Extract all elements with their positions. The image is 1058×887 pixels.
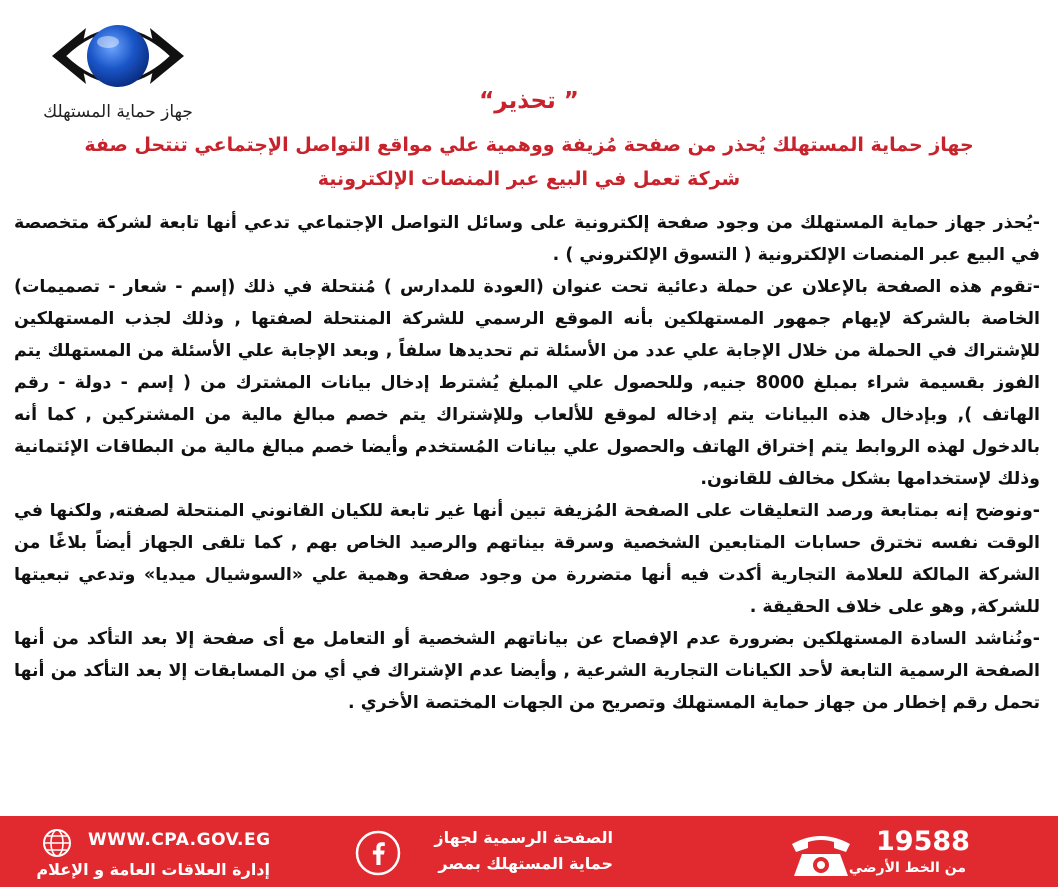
paragraph-4: -ونُناشد السادة المستهلكين بضرورة عدم الإفصاح عن بياناتهم الشخصية أو التعامل مع أى صفحة إلا بعد التأكد من أنها الصفحة الرسمية التابعة لأحد الكيانات التجارية الشرعية , وأيضا عدم الإشتراك في أي من المسابقات إلا بعد التأكد من أنها تحمل رقم إخطار من جهاز حماية المستهلك وتصريح من الجهات المختصة الأخري . [14, 629, 1040, 713]
telephone-icon [788, 830, 854, 880]
paragraph-3: -ونوضح إنه بمتابعة ورصد التعليقات على الصفحة المُزيفة تبين أنها غير تابعة للكيان القانوني المنتحلة لصفته, ولكنها في الوقت نفسه تخترق حسابات المتابعين الشخصية وسرقة بيناتهم والرصيد الخاص بهم , كما تلقى الجهاز أيضاً بلاغًا من الشركة المالكة للعلامة التجارية أكدت فيه أنها متضررة من وجود صفحة وهمية علي «السوشيال ميديا» وتدعي تبعيتها للشركة, وهو على خلاف الحقيقة . [14, 501, 1040, 617]
headline [22, 128, 1036, 196]
hotline-label: من الخط الأرضي [848, 860, 966, 876]
article-body [14, 207, 1040, 719]
warning-title: “تحذير ” [479, 88, 579, 114]
department-label: إدارة العلاقات العامة و الإعلام [36, 860, 270, 879]
paragraph-1: -يُحذر جهاز حماية المستهلك من وجود صفحة إلكترونية على وسائل التواصل الإجتماعي تدعي أنها تابعة لشركة متخصصة في البيع عبر المنصات الإلكترونية ( التسوق الإلكتروني ) . [14, 213, 1040, 265]
logo-text: جهاز حماية المستهلك [43, 102, 193, 122]
headline-line-2: شركة تعمل في البيع عبر المنصات الإلكترونية [317, 168, 741, 190]
facebook-line-2: حماية المستهلك بمصر [438, 854, 613, 873]
facebook-line-1: الصفحة الرسمية لجهاز [434, 828, 613, 847]
website-link[interactable]: WWW.CPA.GOV.EG [88, 830, 271, 850]
eye-logo-icon [50, 14, 186, 98]
paragraph-2: -تقوم هذه الصفحة بالإعلان عن حملة دعائية تحت عنوان (العودة للمدارس ) مُنتحلة في ذلك (إسم - شعار - تصميمات) الخاصة بالشركة لإيهام جمهور المستهلكين بأنه الموقع الرسمي للشركة المنتحلة لصفتها , وذلك لجذب المستهلكين للإشتراك في الحملة من خلال الإجابة علي عدد من الأسئلة تم تحديدها سلفاً , وبعد الإجابة علي الأسئلة من المستهلك يتم الفوز بقسيمة شراء بمبلغ 8000 جنيه, وللحصول علي المبلغ يُشترط إدخال بيانات المشترك من ( إسم - دولة - رقم الهاتف ), وبإدخال هذه البيانات يتم إدخاله لموقع للألعاب وللإشتراك يتم خصم مبالغ مالية من المشتركين , كما أنه بالدخول لهذه الروابط يتم إختراق الهاتف والحصول علي بيانات المُستخدم وأيضا خصم مبالغ مالية من البطاقات الإئتمانية وذلك لإستخدامها بشكل مخالف للقانون. [14, 277, 1040, 489]
hotline-number[interactable]: 19588 [876, 826, 970, 857]
globe-icon [42, 828, 72, 858]
facebook-icon[interactable] [355, 830, 401, 876]
headline-line-1: جهاز حماية المستهلك يُحذر من صفحة مُزيفة ووهمية علي مواقع التواصل الإجتماعي تنتحل صفة [84, 134, 974, 156]
footer-bar [0, 816, 1058, 887]
